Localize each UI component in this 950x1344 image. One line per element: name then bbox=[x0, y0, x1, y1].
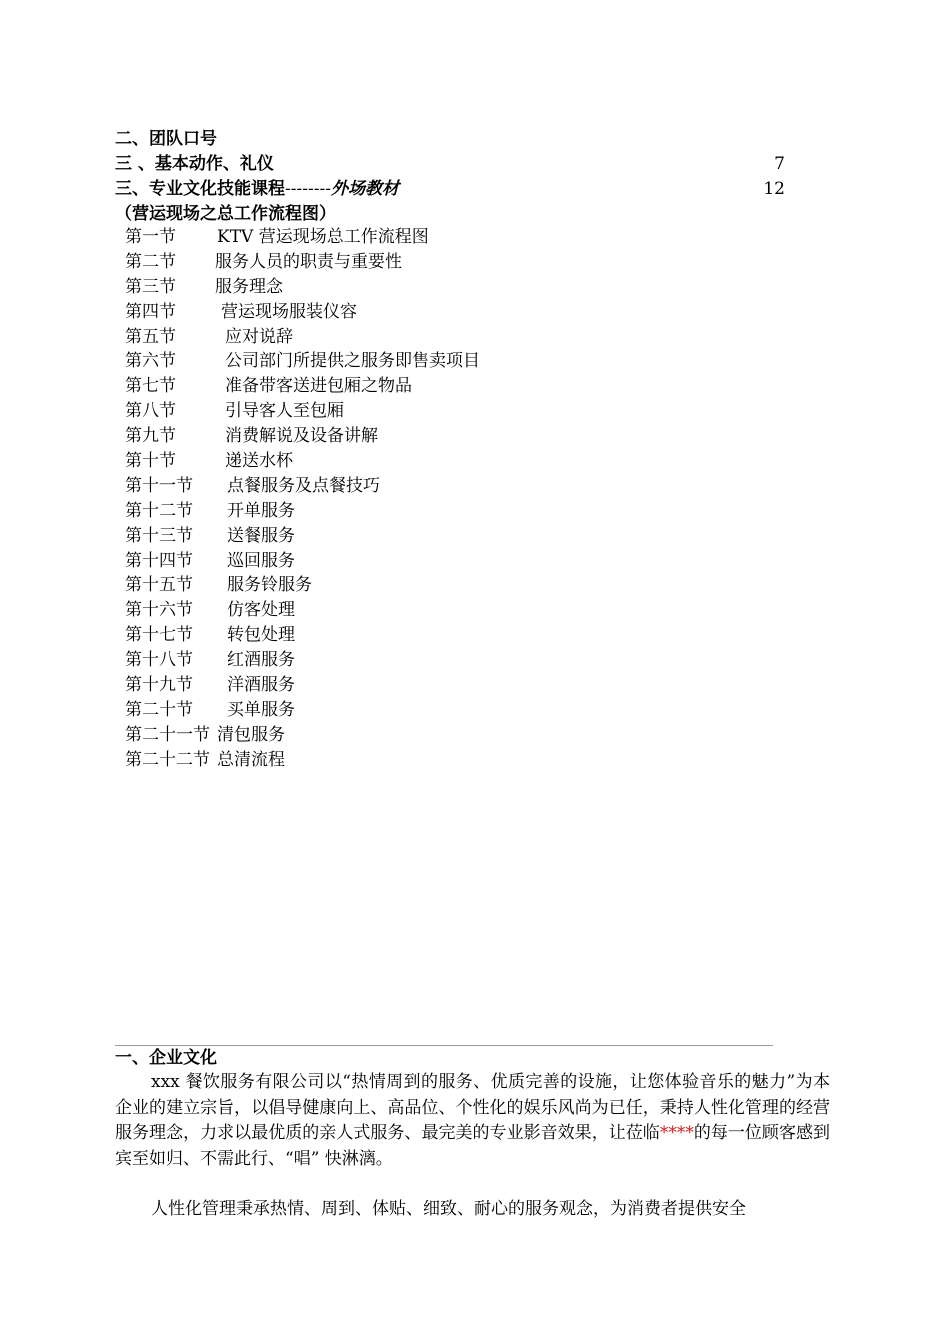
section-title: 消费解说及设备讲解 bbox=[225, 426, 378, 447]
section-label: 第十七节 bbox=[125, 625, 193, 646]
section-label: 第十节 bbox=[125, 451, 176, 472]
section-item bbox=[125, 648, 480, 673]
section-item bbox=[125, 300, 480, 325]
section-label: 第二十节 bbox=[125, 699, 193, 720]
section-label: 第四节 bbox=[125, 301, 176, 322]
toc-entry-basic-etiquette bbox=[115, 152, 795, 177]
section-title: 服务人员的职责与重要性 bbox=[215, 251, 402, 272]
section-item bbox=[125, 399, 480, 424]
section-label: 第十一节 bbox=[125, 475, 193, 496]
section-list bbox=[125, 225, 480, 773]
culture-paragraph-1 bbox=[115, 1070, 830, 1172]
section-label: 第八节 bbox=[125, 401, 176, 422]
section-label: 第二节 bbox=[125, 251, 176, 272]
section-item bbox=[125, 573, 480, 598]
section-title: 洋酒服务 bbox=[227, 675, 295, 696]
section-item bbox=[125, 748, 480, 773]
section-title: 转包处理 bbox=[227, 625, 295, 646]
section-title: 服务铃服务 bbox=[227, 575, 312, 596]
redacted-name: **** bbox=[659, 1123, 694, 1143]
section-item bbox=[125, 549, 480, 574]
section-title: 总清流程 bbox=[217, 749, 285, 770]
section-label: 第七节 bbox=[125, 376, 176, 397]
section-title: 仿客处理 bbox=[227, 600, 295, 621]
section-label: 第十二节 bbox=[125, 500, 193, 521]
toc-entry-text: 二、团队口号 bbox=[115, 129, 217, 149]
section-item bbox=[125, 424, 480, 449]
section-item bbox=[125, 250, 480, 275]
section-title: 点餐服务及点餐技巧 bbox=[227, 475, 380, 496]
section-title: 引导客人至包厢 bbox=[225, 401, 344, 422]
paragraph-text: xxx 餐饮服务有限公司以“热情周到的服务、优质完善的设施，让您体验音乐的魅力”为本企业的建立宗旨，以倡导健康向上、高品位、个性化的娱乐风尚为已任，秉持人性化管理的经营服务理念，力求以最优质的亲人式服务、最完美的专业影音效果，让莅临 bbox=[115, 1072, 830, 1143]
section-title: 应对说辞 bbox=[225, 326, 293, 347]
section-title: 买单服务 bbox=[227, 699, 295, 720]
section-label: 第十四节 bbox=[125, 550, 193, 571]
section-title: 公司部门所提供之服务即售卖项目 bbox=[225, 351, 480, 372]
section-label: 第十三节 bbox=[125, 525, 193, 546]
section-label: 第一节 bbox=[125, 227, 176, 247]
section-label: 第五节 bbox=[125, 326, 176, 347]
section-item bbox=[125, 225, 480, 250]
section-label: 第六节 bbox=[125, 351, 176, 372]
section-item bbox=[125, 698, 480, 723]
section-label: 第十九节 bbox=[125, 675, 193, 696]
toc-page-number: 7 bbox=[774, 154, 785, 174]
paragraph-text: 的每一位顾客感到宾至如归、不需此行、“唱” 快淋漓。 bbox=[115, 1123, 831, 1169]
section-label: 第三节 bbox=[125, 276, 176, 297]
section-label: 第十六节 bbox=[125, 600, 193, 621]
section-item bbox=[125, 723, 480, 748]
section-title: 开单服务 bbox=[227, 500, 295, 521]
corporate-culture-section bbox=[115, 1046, 830, 1223]
toc-entry-text: 三 、基本动作、礼仪 bbox=[115, 154, 274, 174]
section-heading: 一、企业文化 bbox=[115, 1048, 217, 1068]
section-label: 第二十二节 bbox=[125, 749, 210, 770]
section-item bbox=[125, 623, 480, 648]
toc-entry-workflow bbox=[115, 202, 795, 227]
section-title: KTV 营运现场总工作流程图 bbox=[217, 227, 429, 247]
section-item bbox=[125, 349, 480, 374]
section-title: 巡回服务 bbox=[227, 550, 295, 571]
section-item bbox=[125, 374, 480, 399]
section-item bbox=[125, 499, 480, 524]
section-label: 第九节 bbox=[125, 426, 176, 447]
section-title: 送餐服务 bbox=[227, 525, 295, 546]
toc-entry-professional-courses bbox=[115, 177, 795, 202]
section-title: 红酒服务 bbox=[227, 650, 295, 671]
section-item bbox=[125, 474, 480, 499]
section-item bbox=[125, 325, 480, 350]
section-title: 清包服务 bbox=[217, 724, 285, 745]
section-label: 第十五节 bbox=[125, 575, 193, 596]
section-item bbox=[125, 598, 480, 623]
culture-paragraph-2: 人性化管理秉承热情、周到、体贴、细致、耐心的服务观念，为消费者提供安全 bbox=[151, 1199, 746, 1219]
toc-entry-team-slogan bbox=[115, 127, 795, 152]
section-item bbox=[125, 275, 480, 300]
toc-entry-text: （营运现场之总工作流程图） bbox=[115, 204, 336, 224]
section-label: 第十八节 bbox=[125, 650, 193, 671]
section-title: 递送水杯 bbox=[225, 451, 293, 472]
toc-entry-subtitle: 外场教材 bbox=[330, 179, 399, 199]
toc-leader-dashes: -------- bbox=[285, 179, 331, 199]
section-item bbox=[125, 673, 480, 698]
section-title: 服务理念 bbox=[215, 276, 283, 297]
toc-page-number: 12 bbox=[763, 179, 785, 199]
section-title: 准备带客送进包厢之物品 bbox=[225, 376, 412, 397]
toc-entry-text: 三、专业文化技能课程 bbox=[115, 179, 285, 199]
section-title: 营运现场服装仪容 bbox=[221, 301, 357, 322]
section-label: 第二十一节 bbox=[125, 724, 210, 745]
section-item bbox=[125, 449, 480, 474]
section-item bbox=[125, 524, 480, 549]
table-of-contents bbox=[115, 127, 795, 227]
